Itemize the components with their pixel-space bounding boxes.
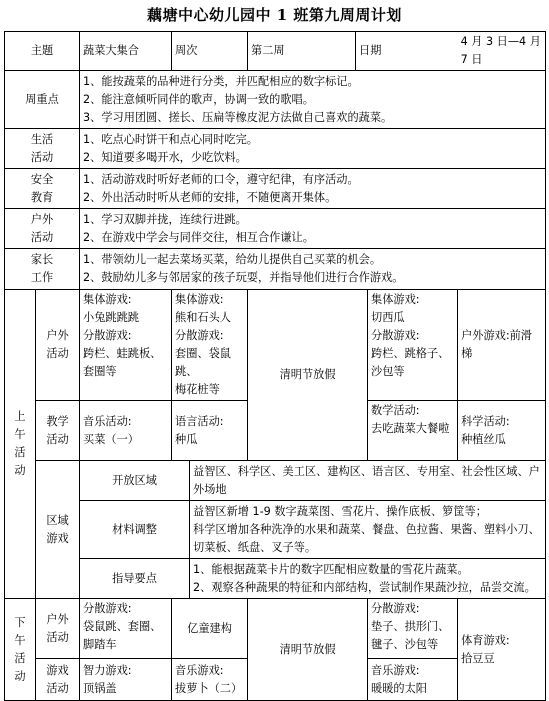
teaching-label-2: 活动 bbox=[46, 432, 69, 446]
focus-line: 2、能注意倾听同伴的歌声，协调一致的歌唱。 bbox=[83, 92, 314, 106]
guide-line: 2、观察各种蔬果的特征和内部结构，尝试制作果蔬沙拉，品尝交流。 bbox=[193, 580, 536, 594]
afternoon-game-label bbox=[36, 659, 80, 701]
cell-line: 分散游戏: bbox=[371, 329, 420, 342]
teaching-label bbox=[36, 401, 80, 461]
afternoon-char: 午 bbox=[14, 633, 26, 647]
cell-line: 小兔跳跳跳 bbox=[83, 311, 139, 324]
afternoon-char: 动 bbox=[14, 669, 26, 683]
cell-line: 种瓜 bbox=[175, 432, 198, 446]
outdoor-line: 1、学习双脚并拢，连续行进跳。 bbox=[83, 212, 247, 226]
afternoon-outdoor-thu bbox=[368, 599, 458, 659]
parents-content bbox=[80, 249, 546, 290]
afternoon-outdoor-mon bbox=[80, 599, 172, 659]
parents-label bbox=[5, 249, 80, 290]
cell-line: 买菜（一） bbox=[83, 432, 139, 446]
cell-line: 暖暖的太阳 bbox=[371, 681, 427, 695]
theme-value: 蔬菜大集合 bbox=[80, 32, 172, 71]
afternoon-holiday: 清明节放假 bbox=[248, 599, 368, 701]
afternoon-outdoor-tue: 亿童建构 bbox=[172, 599, 248, 659]
focus-label: 周重点 bbox=[5, 71, 80, 129]
cell-line: 语言活动: bbox=[175, 414, 224, 428]
weekly-plan-table bbox=[4, 31, 546, 701]
page-title: 藕塘中心幼儿园中 1 班第九周周计划 bbox=[147, 6, 402, 24]
morning-holiday: 清明节放假 bbox=[248, 290, 368, 461]
outdoor-line: 2、在游戏中学会与同伴交往，相互合作谦让。 bbox=[83, 230, 314, 244]
morning-outdoor-fri: 户外游戏:前滑梯 bbox=[458, 290, 546, 401]
cell-line: 拔萝卜（二） bbox=[175, 681, 243, 695]
teaching-tue bbox=[172, 401, 248, 461]
focus-line: 1、能按蔬菜的品种进行分类，并匹配相应的数字标记。 bbox=[83, 74, 359, 88]
cell-line: 集体游戏: bbox=[83, 293, 132, 306]
cell-line: 音乐游戏: bbox=[371, 663, 420, 677]
cell-line: 沙包等 bbox=[371, 365, 405, 378]
cell-line: 毽子、沙包等 bbox=[371, 638, 439, 651]
afternoon-game-label-1: 游戏 bbox=[46, 663, 69, 677]
cell-line: 顶锅盖 bbox=[83, 681, 117, 695]
week-label: 周次 bbox=[172, 32, 248, 71]
parents-label-2: 工作 bbox=[30, 271, 54, 284]
cell-line: 袋鼠跳、套圈、 bbox=[83, 620, 162, 633]
morning-char: 活 bbox=[14, 446, 26, 459]
safety-label-2: 教育 bbox=[30, 190, 54, 204]
cell-line: 分散游戏: bbox=[83, 602, 132, 615]
morning-outdoor-label-1: 户外 bbox=[46, 329, 69, 342]
teaching-fri bbox=[458, 401, 546, 461]
life-label-2: 活动 bbox=[30, 150, 54, 164]
week-value: 第二周 bbox=[248, 32, 356, 71]
focus-content bbox=[80, 71, 546, 129]
teaching-thu bbox=[368, 401, 458, 461]
afternoon-char: 下 bbox=[14, 615, 26, 629]
cell-line: 分散游戏: bbox=[83, 329, 132, 342]
area-label bbox=[36, 461, 80, 599]
afternoon-outdoor-label bbox=[36, 599, 80, 659]
morning-outdoor-tue bbox=[172, 290, 248, 401]
life-label bbox=[5, 129, 80, 169]
area-label-1: 区域 bbox=[46, 513, 69, 527]
cell-line: 梅花桩等 bbox=[175, 383, 220, 396]
morning-label bbox=[5, 290, 36, 599]
cell-line: 音乐活动: bbox=[83, 414, 132, 428]
afternoon-outdoor-label-1: 户外 bbox=[46, 612, 69, 626]
cell-line: 智力游戏: bbox=[83, 663, 132, 677]
life-line: 2、知道要多喝开水，少吃饮料。 bbox=[83, 150, 247, 164]
cell-line: 垫子、拱形门、 bbox=[371, 620, 450, 633]
material-label: 材料调整 bbox=[80, 501, 190, 559]
morning-char: 午 bbox=[14, 428, 26, 441]
morning-outdoor-mon bbox=[80, 290, 172, 401]
life-label-1: 生活 bbox=[30, 132, 54, 146]
safety-line: 2、外出活动时听从老师的安排，不随便离开集体。 bbox=[83, 190, 337, 204]
safety-label-1: 安全 bbox=[30, 172, 54, 186]
safety-line: 1、活动游戏时听好老师的口令，遵守纪律，有序活动。 bbox=[83, 172, 359, 186]
cell-line: 种植丝瓜 bbox=[461, 432, 506, 446]
afternoon-outdoor-fri bbox=[458, 599, 546, 701]
safety-content bbox=[80, 169, 546, 209]
morning-char: 动 bbox=[14, 464, 26, 477]
guide-content bbox=[190, 559, 546, 599]
cell-line: 分散游戏: bbox=[371, 602, 420, 615]
cell-line: 音乐游戏: bbox=[175, 663, 224, 677]
outdoor-label-1: 户外 bbox=[30, 212, 54, 226]
cell-line: 集体游戏: bbox=[371, 293, 420, 306]
afternoon-game-tue bbox=[172, 659, 248, 701]
teaching-label-1: 教学 bbox=[46, 414, 69, 428]
cell-line: 去吃蔬菜大餐啦 bbox=[371, 422, 450, 435]
cell-line: 跨栏、跳格子、 bbox=[371, 347, 450, 360]
cell-line: 集体游戏: bbox=[175, 293, 224, 306]
cell-line: 套圈等 bbox=[83, 365, 117, 378]
morning-outdoor-label-2: 活动 bbox=[46, 347, 69, 360]
afternoon-game-thu bbox=[368, 659, 458, 701]
safety-label bbox=[5, 169, 80, 209]
life-content bbox=[80, 129, 546, 169]
cell-line: 科学活动: bbox=[461, 414, 510, 428]
cell-line: 套圈、袋鼠跳、 bbox=[175, 347, 231, 378]
area-label-2: 游戏 bbox=[46, 531, 69, 545]
afternoon-char: 活 bbox=[14, 651, 26, 665]
afternoon-outdoor-label-2: 活动 bbox=[46, 630, 69, 644]
morning-outdoor-thu bbox=[368, 290, 458, 401]
cell-line: 熊和石头人 bbox=[175, 311, 231, 324]
cell-line: 分散游戏: bbox=[175, 329, 224, 342]
life-line: 1、吃点心时饼干和点心同时吃完。 bbox=[83, 132, 258, 146]
morning-char: 上 bbox=[14, 410, 26, 423]
outdoor-content bbox=[80, 209, 546, 249]
theme-label: 主题 bbox=[5, 32, 80, 71]
guide-line: 1、能根据蔬菜卡片的数字匹配相应数量的雪花片蔬菜。 bbox=[193, 562, 469, 576]
morning-outdoor-label bbox=[36, 290, 80, 401]
parents-line: 2、鼓励幼儿多与邻居家的孩子玩耍，并指导他们进行合作游戏。 bbox=[83, 271, 404, 284]
guide-label: 指导要点 bbox=[80, 559, 190, 599]
cell-line: 数学活动: bbox=[371, 404, 420, 417]
afternoon-game-label-2: 活动 bbox=[46, 681, 69, 695]
cell-line: 切西瓜 bbox=[371, 311, 405, 324]
open-area-label: 开放区域 bbox=[80, 461, 190, 501]
date-value: 4 月 3 日—4 月 7 日 bbox=[458, 32, 546, 71]
focus-line: 3、学习用团圆、搓长、压扁等橡皮泥方法做自己喜欢的蔬菜。 bbox=[83, 110, 393, 124]
cell-line: 拾豆豆 bbox=[461, 651, 495, 665]
afternoon-label bbox=[5, 599, 36, 701]
parents-line: 1、带领幼儿一起去菜场买菜，给幼儿提供自己买菜的机会。 bbox=[83, 253, 382, 266]
parents-label-1: 家长 bbox=[30, 253, 54, 266]
cell-line: 体育游戏: bbox=[461, 633, 510, 647]
material-line: 益智区新增 1-9 数字蔬菜图、雪花片、操作底板、箩筐等； bbox=[193, 504, 487, 518]
cell-line: 跨栏、蛙跳板、 bbox=[83, 347, 162, 360]
open-area-content: 益智区、科学区、美工区、建构区、语言区、专用室、社会性区域、户外场地 bbox=[190, 461, 546, 501]
teaching-mon bbox=[80, 401, 172, 461]
material-content bbox=[190, 501, 546, 559]
material-line: 科学区增加各种洗净的水果和蔬菜、餐盘、色拉酱、果酱、塑料小刀、切菜板、纸盘、叉子等。 bbox=[193, 522, 540, 554]
afternoon-game-mon bbox=[80, 659, 172, 701]
date-label: 日期 bbox=[356, 32, 458, 71]
cell-line: 脚踏车 bbox=[83, 638, 117, 651]
outdoor-label bbox=[5, 209, 80, 249]
outdoor-label-2: 活动 bbox=[30, 230, 54, 244]
